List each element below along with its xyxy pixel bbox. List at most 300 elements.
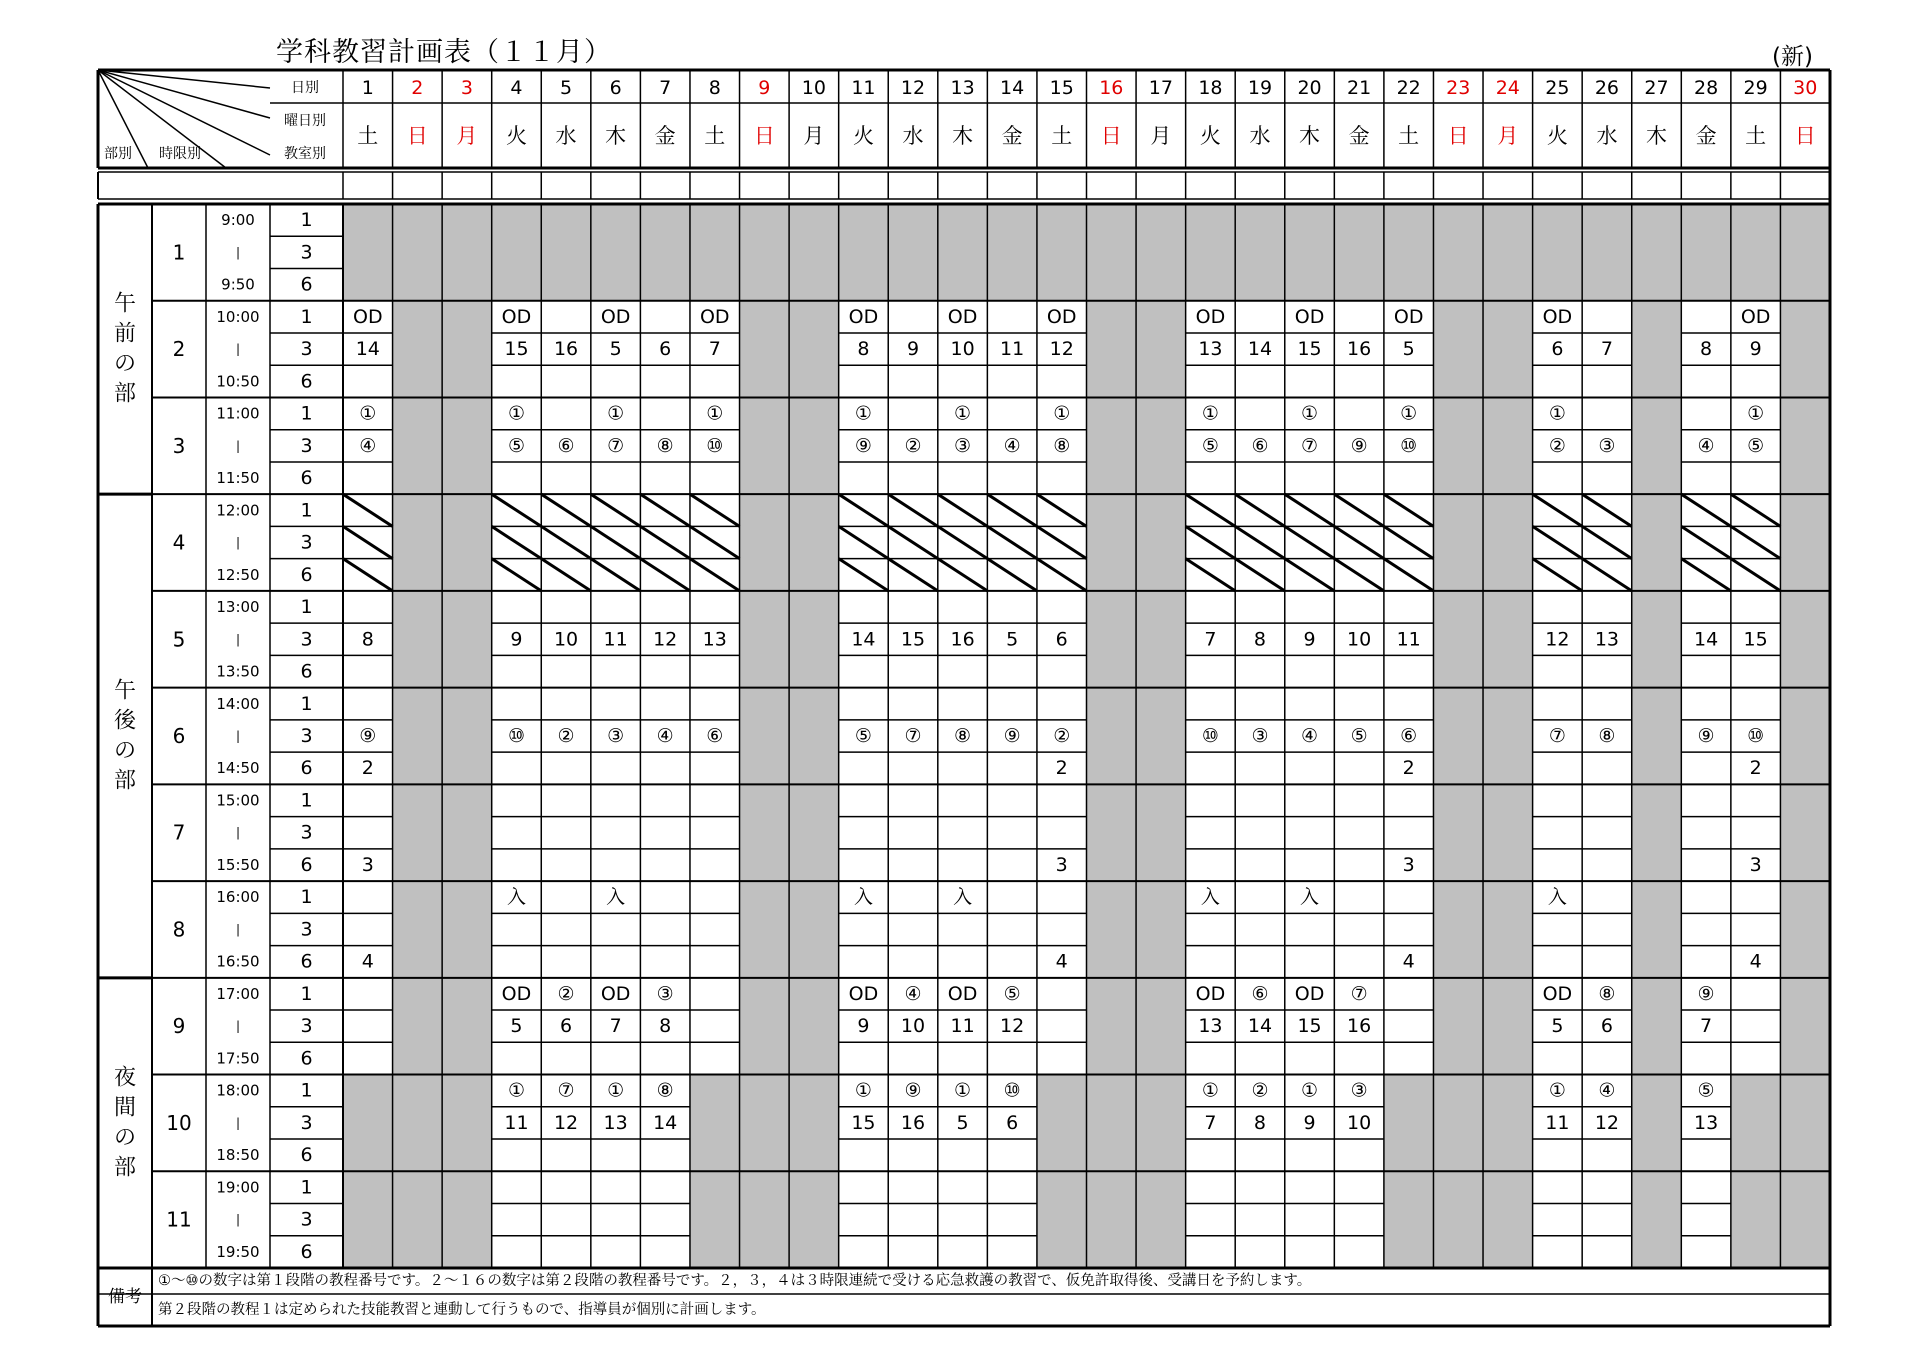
- day-number: 8: [708, 77, 721, 99]
- section-label: 夜: [113, 1065, 137, 1091]
- lesson-cell: ①: [607, 1079, 625, 1102]
- lesson-cell: ④: [904, 982, 922, 1005]
- unavailable-shade: [1037, 204, 1087, 301]
- hatch-stroke: [1334, 494, 1384, 526]
- lesson-cell: 16: [950, 628, 975, 651]
- unavailable-shade: [1186, 204, 1236, 301]
- hatch-stroke: [1582, 494, 1632, 526]
- room-number: 3: [300, 1015, 313, 1038]
- room-number: 1: [300, 692, 313, 715]
- room-number: 1: [300, 886, 313, 909]
- unavailable-shade: [1334, 204, 1384, 301]
- room-number: 1: [300, 789, 313, 812]
- unavailable-shade: [343, 204, 393, 301]
- room-number: 1: [300, 1176, 313, 1199]
- lesson-cell: ⑥: [557, 434, 575, 457]
- lesson-cell: 8: [1253, 628, 1267, 651]
- lesson-cell: ③: [1598, 434, 1616, 457]
- hatch-stroke: [888, 559, 938, 591]
- lesson-cell: ①: [607, 402, 625, 425]
- lesson-cell: ④: [656, 725, 674, 747]
- hatch-stroke: [343, 526, 393, 558]
- hatch-stroke: [1582, 526, 1632, 558]
- period-end-time: 14:50: [216, 759, 260, 778]
- lesson-cell: 13: [1594, 628, 1620, 651]
- remarks-line-1: ①～⑩の数字は第１段階の教程番号です。２～１６の数字は第２段階の教程番号です。２，３，４は３時限連続で受ける応急救護の教習で、仮免許取得後、受講日を予約します。: [158, 1273, 1312, 1289]
- hatch-stroke: [987, 526, 1037, 558]
- hatch-stroke: [640, 494, 690, 526]
- hatch-stroke: [1037, 559, 1087, 591]
- lesson-cell: ④: [359, 434, 377, 457]
- section-label: の: [113, 1125, 137, 1151]
- hatch-stroke: [492, 494, 542, 526]
- lesson-cell: 2: [1749, 757, 1762, 780]
- period-time-separator: |: [235, 825, 241, 840]
- section-label: 部: [113, 768, 137, 794]
- day-number: 6: [609, 77, 622, 99]
- lesson-cell: ①: [507, 402, 526, 425]
- closed-day-shade: [1483, 204, 1533, 1268]
- weekday-label: 金: [1695, 124, 1717, 148]
- day-number: 26: [1594, 77, 1620, 99]
- lesson-cell: 4: [361, 950, 374, 973]
- closed-day-shade: [393, 204, 443, 1268]
- closed-day-shade: [442, 204, 492, 1268]
- lesson-cell: ③: [656, 982, 674, 1005]
- lesson-cell: ⑦: [1301, 434, 1319, 457]
- lesson-cell: 14: [1247, 338, 1273, 361]
- lesson-cell: ⑩: [706, 434, 724, 457]
- lesson-cell: 16: [1347, 1015, 1372, 1038]
- hatch-stroke: [640, 559, 690, 591]
- lesson-cell: ⑨: [854, 434, 872, 457]
- hatch-stroke: [1731, 559, 1781, 591]
- section-label: 後: [113, 708, 137, 734]
- day-number: 19: [1247, 77, 1273, 99]
- hatch-stroke: [1681, 526, 1731, 558]
- section-header-label: 部別: [104, 146, 132, 162]
- hatch-stroke: [1186, 494, 1236, 526]
- lesson-cell: ⑧: [656, 434, 674, 457]
- period-time-separator: |: [235, 245, 241, 260]
- room-number: 6: [300, 467, 313, 490]
- room-number: 6: [300, 273, 313, 296]
- section-label: 部: [113, 381, 137, 407]
- header-diagonal: [98, 70, 270, 155]
- lesson-cell: OD: [947, 305, 978, 328]
- lesson-cell: ①: [954, 402, 972, 425]
- lesson-cell: 7: [1204, 628, 1217, 651]
- weekday-label: 金: [1001, 124, 1023, 148]
- unavailable-shade: [1087, 204, 1137, 301]
- period-time-separator: |: [235, 632, 241, 647]
- room-number: 6: [300, 950, 313, 973]
- unavailable-shade: [1483, 204, 1533, 301]
- lesson-cell: ①: [1548, 1079, 1566, 1102]
- hatch-stroke: [1731, 494, 1781, 526]
- hatch-stroke: [839, 559, 889, 591]
- closed-day-shade: [740, 204, 790, 1268]
- hatch-stroke: [987, 559, 1037, 591]
- room-number: 3: [300, 918, 313, 941]
- period-number: 11: [166, 1207, 192, 1232]
- hatch-stroke: [1235, 494, 1285, 526]
- room-number: 6: [300, 853, 313, 876]
- hatch-stroke: [1037, 526, 1087, 558]
- lesson-cell: 2: [1402, 757, 1415, 780]
- period-number: 7: [172, 820, 186, 845]
- period-number: 8: [172, 917, 186, 942]
- weekday-label: 月: [803, 124, 825, 148]
- unavailable-shade: [740, 204, 790, 301]
- period-number: 4: [172, 530, 186, 555]
- lesson-cell: ④: [1697, 434, 1715, 457]
- period-time-separator: |: [235, 342, 241, 357]
- lesson-cell: 10: [553, 628, 579, 651]
- weekday-label: 月: [1497, 124, 1519, 148]
- lesson-cell: 15: [900, 628, 926, 651]
- lesson-cell: 14: [653, 1111, 678, 1134]
- lesson-cell: 入: [1300, 886, 1320, 909]
- unavailable-shade: [640, 204, 690, 301]
- period-end-time: 16:50: [216, 952, 260, 971]
- section-label: 午: [113, 678, 137, 704]
- period-end-time: 13:50: [216, 662, 260, 681]
- lesson-cell: ②: [1548, 434, 1566, 457]
- lesson-cell: 5: [1402, 338, 1415, 361]
- lesson-cell: ⑤: [1697, 1079, 1715, 1102]
- day-number: 28: [1693, 77, 1719, 99]
- lesson-cell: 9: [1303, 1111, 1316, 1134]
- lesson-cell: ⑤: [1747, 434, 1765, 457]
- lesson-cell: 6: [659, 338, 672, 361]
- lesson-cell: 4: [1055, 950, 1068, 973]
- day-number: 30: [1793, 77, 1818, 99]
- period-number: 6: [172, 724, 186, 748]
- lesson-cell: ①: [1301, 402, 1319, 425]
- room-number: 6: [300, 1047, 313, 1070]
- lesson-cell: ⑧: [1598, 982, 1616, 1005]
- lesson-cell: 入: [1200, 886, 1220, 909]
- lesson-cell: ⑥: [1251, 982, 1269, 1005]
- period-time-separator: |: [235, 729, 241, 743]
- lesson-cell: 入: [853, 886, 873, 909]
- lesson-cell: ⑤: [507, 434, 526, 457]
- unavailable-shade: [1582, 204, 1632, 301]
- room-number: 6: [300, 563, 313, 586]
- room-number: 1: [300, 209, 313, 232]
- lesson-cell: 入: [953, 886, 973, 909]
- remarks-label: 備考: [108, 1287, 142, 1307]
- room-number: 6: [300, 1144, 313, 1167]
- closed-day-shade: [1632, 204, 1682, 1268]
- lesson-cell: OD: [1195, 982, 1226, 1005]
- period-number: 3: [172, 433, 186, 458]
- section-label: の: [113, 351, 137, 377]
- lesson-cell: 11: [603, 628, 628, 651]
- period-start-time: 11:00: [216, 404, 260, 423]
- lesson-cell: 7: [1700, 1015, 1713, 1038]
- lesson-cell: ③: [1251, 725, 1269, 747]
- day-number: 9: [758, 77, 771, 99]
- room-number: 3: [300, 821, 313, 844]
- room-header-label: 教室別: [284, 146, 326, 162]
- lesson-cell: ⑨: [359, 725, 377, 747]
- lesson-cell: 15: [851, 1111, 876, 1134]
- period-end-time: 9:50: [221, 275, 255, 294]
- period-end-time: 15:50: [216, 855, 260, 874]
- room-number: 1: [300, 305, 313, 328]
- version-label: (新): [1772, 44, 1813, 70]
- lesson-cell: ①: [854, 402, 872, 425]
- weekday-label: 土: [704, 124, 726, 148]
- unavailable-shade: [393, 204, 443, 301]
- lesson-cell: ⑦: [557, 1079, 575, 1102]
- lesson-cell: ⑧: [1053, 434, 1071, 457]
- room-number: 3: [300, 1111, 313, 1134]
- period-end-time: 11:50: [216, 469, 260, 488]
- lesson-cell: 16: [1347, 338, 1372, 361]
- lesson-cell: 12: [653, 628, 678, 651]
- day-number: 5: [560, 77, 573, 99]
- day-number: 16: [1099, 77, 1124, 99]
- weekday-label: 火: [852, 124, 874, 148]
- unavailable-shade: [888, 204, 938, 301]
- period-time-separator: |: [235, 922, 241, 937]
- lesson-cell: ⑧: [1598, 725, 1616, 747]
- lesson-cell: 10: [950, 338, 975, 361]
- unavailable-shade: [1136, 204, 1186, 301]
- period-start-time: 17:00: [216, 984, 260, 1003]
- lesson-cell: 10: [1347, 1111, 1372, 1134]
- section-label: 間: [113, 1095, 137, 1121]
- lesson-cell: 6: [560, 1015, 573, 1038]
- lesson-cell: ⑤: [854, 725, 872, 747]
- hatch-stroke: [839, 526, 889, 558]
- day-number: 18: [1198, 77, 1223, 99]
- hatch-stroke: [541, 526, 591, 558]
- period-time-separator: |: [235, 1019, 241, 1034]
- lesson-cell: ②: [1251, 1079, 1269, 1102]
- unavailable-shade: [938, 204, 988, 301]
- section-label: 午: [113, 291, 137, 317]
- lesson-cell: 4: [1402, 950, 1415, 973]
- day-number: 22: [1396, 77, 1421, 99]
- lesson-cell: OD: [1294, 305, 1325, 328]
- lesson-cell: ⑨: [1697, 982, 1715, 1005]
- lesson-cell: 入: [606, 886, 626, 909]
- lesson-cell: ⑩: [1003, 1079, 1021, 1102]
- lesson-cell: 5: [1006, 628, 1019, 651]
- lesson-cell: OD: [848, 305, 879, 328]
- day-number: 1: [361, 77, 374, 99]
- hatch-stroke: [1334, 559, 1384, 591]
- lesson-cell: 3: [1749, 853, 1762, 876]
- hatch-stroke: [1235, 526, 1285, 558]
- day-number: 23: [1446, 77, 1471, 99]
- lesson-cell: 13: [603, 1111, 628, 1134]
- lesson-cell: ⑩: [1201, 725, 1219, 747]
- period-end-time: 18:50: [216, 1146, 260, 1165]
- lesson-cell: 12: [1000, 1015, 1025, 1038]
- lesson-cell: ①: [1747, 402, 1765, 425]
- lesson-cell: OD: [1393, 305, 1424, 328]
- lesson-cell: 15: [1297, 1015, 1322, 1038]
- lesson-cell: ②: [904, 434, 922, 457]
- weekday-header-label: 曜日別: [284, 113, 326, 129]
- lesson-cell: ⑩: [1747, 725, 1765, 747]
- lesson-cell: 5: [1551, 1015, 1564, 1038]
- lesson-cell: 10: [1347, 628, 1372, 651]
- hatch-stroke: [1681, 494, 1731, 526]
- hatch-stroke: [1334, 526, 1384, 558]
- lesson-cell: 12: [1545, 628, 1570, 651]
- period-number: 10: [166, 1110, 192, 1135]
- hatch-stroke: [1285, 526, 1335, 558]
- lesson-cell: 5: [510, 1015, 523, 1038]
- lesson-cell: OD: [1740, 305, 1771, 328]
- hatch-stroke: [343, 559, 393, 591]
- hatch-stroke: [591, 526, 641, 558]
- lesson-cell: 13: [1198, 1015, 1223, 1038]
- lesson-cell: 9: [1303, 628, 1316, 651]
- hatch-stroke: [1384, 526, 1434, 558]
- lesson-cell: 6: [1055, 628, 1068, 651]
- weekday-label: 月: [1150, 124, 1172, 148]
- period-start-time: 16:00: [216, 888, 260, 907]
- day-number: 4: [510, 77, 523, 99]
- lesson-cell: ①: [359, 402, 377, 425]
- weekday-label: 日: [1447, 124, 1469, 148]
- lesson-cell: 6: [1551, 338, 1564, 361]
- weekday-label: 月: [456, 124, 478, 148]
- room-number: 6: [300, 1240, 313, 1263]
- period-start-time: 13:00: [216, 598, 260, 617]
- lesson-cell: OD: [947, 982, 978, 1005]
- day-number: 21: [1347, 77, 1372, 99]
- closed-day-shade: [1780, 204, 1830, 1268]
- hatch-stroke: [938, 526, 988, 558]
- room-number: 1: [300, 1079, 313, 1102]
- unavailable-shade: [1731, 204, 1781, 301]
- section-label: 部: [113, 1155, 137, 1181]
- hatch-stroke: [888, 494, 938, 526]
- lesson-cell: 8: [1253, 1111, 1267, 1134]
- lesson-cell: ⑤: [1201, 434, 1219, 457]
- lesson-cell: OD: [501, 305, 532, 328]
- unavailable-shade: [1533, 204, 1583, 301]
- day-number: 15: [1049, 77, 1074, 99]
- weekday-label: 木: [1646, 124, 1668, 148]
- day-number: 14: [1000, 77, 1025, 99]
- lesson-cell: OD: [848, 982, 879, 1005]
- lesson-cell: 13: [1198, 338, 1223, 361]
- lesson-cell: ⑨: [904, 1079, 922, 1102]
- lesson-cell: 15: [504, 338, 529, 361]
- weekday-label: 土: [1745, 124, 1767, 148]
- hatch-stroke: [343, 494, 393, 526]
- lesson-cell: 11: [950, 1015, 975, 1038]
- day-number: 25: [1545, 77, 1570, 99]
- unavailable-shade: [1780, 204, 1830, 301]
- lesson-cell: 9: [1749, 338, 1762, 361]
- hatch-stroke: [640, 526, 690, 558]
- hatch-stroke: [1582, 559, 1632, 591]
- lesson-cell: ④: [1003, 434, 1021, 457]
- lesson-cell: 11: [1000, 338, 1025, 361]
- weekday-label: 日: [753, 124, 775, 148]
- lesson-cell: ①: [854, 1079, 872, 1102]
- lesson-cell: 11: [1545, 1111, 1570, 1134]
- day-number: 27: [1644, 77, 1669, 99]
- room-number: 3: [300, 531, 313, 554]
- weekday-label: 金: [1348, 124, 1370, 148]
- lesson-cell: ①: [1201, 402, 1219, 425]
- period-number: 9: [172, 1014, 186, 1039]
- lesson-cell: OD: [600, 982, 631, 1005]
- day-number: 29: [1743, 77, 1768, 99]
- weekday-label: 土: [357, 124, 379, 148]
- hatch-stroke: [541, 559, 591, 591]
- lesson-cell: 3: [1055, 853, 1068, 876]
- hatch-stroke: [888, 526, 938, 558]
- period-number: 5: [172, 627, 186, 652]
- hatch-stroke: [1285, 494, 1335, 526]
- lesson-cell: 12: [553, 1111, 579, 1134]
- hatch-stroke: [690, 559, 740, 591]
- lesson-cell: ②: [557, 982, 575, 1005]
- period-end-time: 19:50: [216, 1242, 260, 1261]
- unavailable-shade: [1384, 204, 1434, 301]
- period-time-separator: |: [235, 1115, 241, 1130]
- lesson-cell: OD: [1294, 982, 1325, 1005]
- lesson-cell: ③: [954, 434, 972, 457]
- closed-day-shade: [789, 204, 839, 1268]
- hatch-stroke: [1186, 526, 1236, 558]
- unavailable-shade: [442, 204, 492, 301]
- lesson-cell: 6: [1600, 1015, 1613, 1038]
- room-number: 3: [300, 434, 313, 457]
- section-label: の: [113, 738, 137, 764]
- day-number: 2: [411, 77, 424, 99]
- closed-day-shade: [1087, 204, 1137, 1268]
- lesson-cell: 9: [906, 338, 920, 361]
- unavailable-shade: [789, 204, 839, 301]
- unavailable-shade: [541, 204, 591, 301]
- hatch-stroke: [1384, 559, 1434, 591]
- hatch-stroke: [938, 559, 988, 591]
- lesson-cell: ⑨: [1350, 434, 1368, 457]
- lesson-cell: ⑧: [954, 725, 972, 747]
- weekday-label: 日: [1100, 124, 1122, 148]
- unavailable-shade: [690, 204, 740, 301]
- lesson-cell: 2: [361, 757, 374, 780]
- lesson-cell: 6: [1006, 1111, 1019, 1134]
- period-start-time: 18:00: [216, 1081, 260, 1100]
- weekday-label: 火: [1546, 124, 1568, 148]
- lesson-cell: 入: [1547, 886, 1567, 909]
- lesson-cell: ⑨: [1697, 725, 1715, 747]
- lesson-cell: ②: [557, 725, 575, 747]
- period-time-separator: |: [235, 1212, 241, 1227]
- day-header-label: 日別: [291, 80, 319, 96]
- lesson-cell: ③: [607, 725, 625, 747]
- weekday-label: 木: [605, 124, 627, 148]
- lesson-cell: ⑤: [1350, 725, 1368, 747]
- unavailable-shade: [1235, 204, 1285, 301]
- lesson-cell: ①: [954, 1079, 972, 1102]
- day-number: 20: [1297, 77, 1322, 99]
